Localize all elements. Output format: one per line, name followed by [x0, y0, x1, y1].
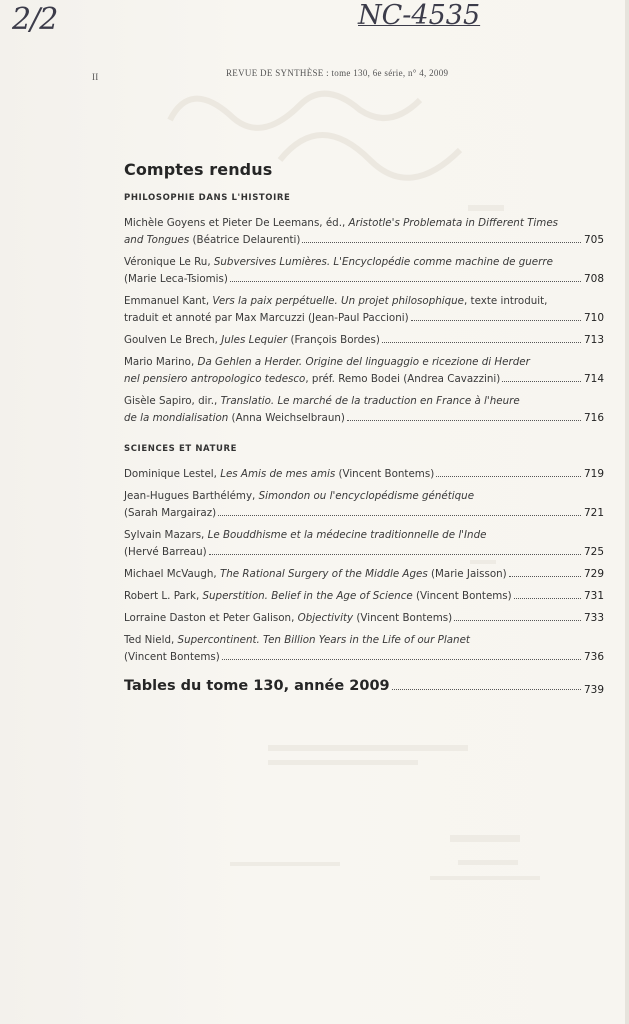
reviewer-text: (Béatrice Delaurenti) [189, 234, 301, 246]
work-title-cont: and Tongues [124, 234, 190, 246]
reviewer-text: (Sarah Margairaz) [124, 507, 217, 519]
page-number: 710 [584, 312, 605, 324]
work-title: Supercontinent. Ten Billion Years in the Life of our Planet [177, 634, 470, 646]
reviewer-text: (Vincent Bontems) [335, 468, 435, 480]
dot-leader [302, 241, 581, 243]
page-number: 719 [584, 468, 605, 480]
toc-entry-text [124, 649, 220, 666]
continuation-text: , texte introduit, [464, 295, 548, 307]
work-title: The Rational Surgery of the Middle Ages [219, 568, 428, 580]
page-number: 721 [584, 507, 605, 519]
toc-entry-text [124, 371, 500, 388]
reviewer-text: (Marie Jaisson) [427, 568, 507, 580]
toc-entry-line-2 [124, 371, 604, 388]
handwritten-annotation-right: NC-4535 [358, 0, 481, 31]
toc-entry-text [124, 466, 434, 483]
toc-entry-line-2 [124, 410, 604, 427]
toc-entry-line-2 [124, 271, 604, 288]
dot-leader [230, 280, 581, 282]
page-number: 729 [584, 568, 605, 580]
work-title: Objectivity [297, 612, 354, 624]
toc-entry [124, 566, 604, 583]
dot-leader [454, 619, 581, 621]
running-header-text: REVUE DE SYNTHÈSE : tome 130, 6e série, n° 4, 2009 [226, 68, 449, 78]
toc-entry-line-2 [124, 649, 604, 666]
toc-entry [124, 332, 604, 349]
toc-entry [124, 488, 604, 522]
section-heading: PHILOSOPHIE DANS L'HISTOIRE [124, 193, 291, 203]
toc-entry [124, 466, 604, 483]
dot-leader [436, 475, 581, 477]
toc-entry-line-1 [124, 215, 604, 232]
work-title: Vers la paix perpétuelle. Un projet philosophique [212, 295, 465, 307]
dot-leader [514, 597, 581, 599]
dot-leader [502, 380, 581, 382]
toc-entry [124, 610, 604, 627]
dot-leader [382, 341, 581, 343]
toc-entry-line [124, 588, 604, 605]
dot-leader [218, 514, 581, 516]
toc-entry [124, 527, 604, 561]
toc-entry-line-2 [124, 310, 604, 327]
reviewer-text: (Hervé Barreau) [124, 546, 207, 558]
reviewer-text: , préf. Remo Bodei (Andrea Cavazzini) [305, 373, 501, 385]
page-title: Comptes rendus [124, 160, 273, 179]
dot-leader [222, 658, 581, 660]
work-title: Le Bouddhisme et la médecine traditionnelle de l'Inde [207, 529, 487, 541]
page-number: 736 [584, 651, 605, 663]
work-title: Aristotle's Problemata in Different Times [348, 217, 559, 229]
author-text: Robert L. Park, [124, 590, 203, 602]
running-page-number: II [92, 72, 99, 82]
author-text: Gisèle Sapiro, dir., [124, 395, 221, 407]
author-text: Lorraine Daston et Peter Galison, [124, 612, 298, 624]
reviewer-text: traduit et annoté par Max Marcuzzi (Jean-Paul Paccioni) [124, 312, 409, 324]
toc-entry-line-1 [124, 393, 604, 410]
work-title: Translatio. Le marché de la traduction en France à l'heure [220, 395, 520, 407]
author-text: Mario Marino, [124, 356, 198, 368]
toc-entry-line-1 [124, 354, 604, 371]
author-text: Michael McVaugh, [124, 568, 220, 580]
work-title: Simondon ou l'encyclopédisme génétique [258, 490, 475, 502]
page-number: 714 [584, 373, 605, 385]
toc-entry-line [124, 466, 604, 483]
toc-entry-line-1 [124, 293, 604, 310]
author-text: Goulven Le Brech, [124, 334, 222, 346]
tables-entry-text: Tables du tome 130, année 2009 [124, 678, 390, 694]
work-title: Les Amis de mes amis [220, 468, 336, 480]
toc-entry-line-2 [124, 232, 604, 249]
handwritten-annotation-left: 2/2 [12, 2, 58, 37]
toc-entry-line [124, 566, 604, 583]
toc-entry [124, 254, 604, 288]
dot-leader [209, 553, 581, 555]
section-heading: SCIENCES ET NATURE [124, 444, 238, 454]
toc-entry-text [124, 271, 228, 288]
work-title: Jules Lequier [221, 334, 288, 346]
toc-entry-text [124, 610, 452, 627]
section-gap [124, 432, 604, 444]
author-text: Véronique Le Ru, [124, 256, 214, 268]
toc-entry [124, 588, 604, 605]
tables-entry-page: 739 [584, 684, 605, 696]
author-text: Dominique Lestel, [124, 468, 221, 480]
toc-entry-line [124, 610, 604, 627]
toc-entry-line-1 [124, 527, 604, 544]
reviewer-text: (François Bordes) [287, 334, 380, 346]
page-number: 713 [584, 334, 605, 346]
reviewer-text: (Anna Weichselbraun) [228, 412, 345, 424]
page-number: 731 [584, 590, 605, 602]
toc-entry-line-1 [124, 488, 604, 505]
page-number: 708 [584, 273, 605, 285]
work-title: Da Gehlen a Herder. Origine del linguaggio e ricezione di Herder [197, 356, 530, 368]
toc-entry-text [124, 332, 380, 349]
toc-entry-text [124, 544, 207, 561]
reviewer-text: (Marie Leca-Tsiomis) [124, 273, 228, 285]
toc-entry-text [124, 566, 507, 583]
toc-entry-text [124, 505, 216, 522]
work-title: Subversives Lumières. L'Encyclopédie comme machine de guerre [213, 256, 553, 268]
work-title-cont: de la mondialisation [124, 412, 229, 424]
table-of-contents [124, 160, 604, 694]
dot-leader [509, 575, 581, 577]
work-title: Superstition. Belief in the Age of Science [202, 590, 413, 602]
toc-entry-line-1 [124, 632, 604, 649]
toc-entry [124, 215, 604, 249]
toc-entry [124, 393, 604, 427]
toc-entry [124, 354, 604, 388]
dot-leader [392, 688, 581, 690]
toc-entry [124, 293, 604, 327]
toc-entry-line-1 [124, 254, 604, 271]
toc-entry-text [124, 232, 300, 249]
author-text: Emmanuel Kant, [124, 295, 213, 307]
toc-entry-line [124, 332, 604, 349]
toc-entry-text [124, 310, 409, 327]
page-number: 705 [584, 234, 605, 246]
author-text: Ted Nield, [124, 634, 178, 646]
tables-entry [124, 678, 604, 694]
toc-entry [124, 632, 604, 666]
toc-sections [124, 193, 604, 666]
toc-entry-text [124, 588, 512, 605]
toc-entry-line-2 [124, 544, 604, 561]
author-text: Michèle Goyens et Pieter De Leemans, éd., [124, 217, 349, 229]
dot-leader [411, 319, 581, 321]
dot-leader [347, 419, 581, 421]
toc-entry-text [124, 410, 345, 427]
toc-entry-line-2 [124, 505, 604, 522]
author-text: Sylvain Mazars, [124, 529, 208, 541]
reviewer-text: (Vincent Bontems) [353, 612, 453, 624]
page-number: 725 [584, 546, 605, 558]
work-title-cont: nel pensiero antropologico tedesco [124, 373, 306, 385]
page-number: 716 [584, 412, 605, 424]
reviewer-text: (Vincent Bontems) [412, 590, 512, 602]
reviewer-text: (Vincent Bontems) [124, 651, 220, 663]
author-text: Jean-Hugues Barthélémy, [124, 490, 259, 502]
page-number: 733 [584, 612, 605, 624]
